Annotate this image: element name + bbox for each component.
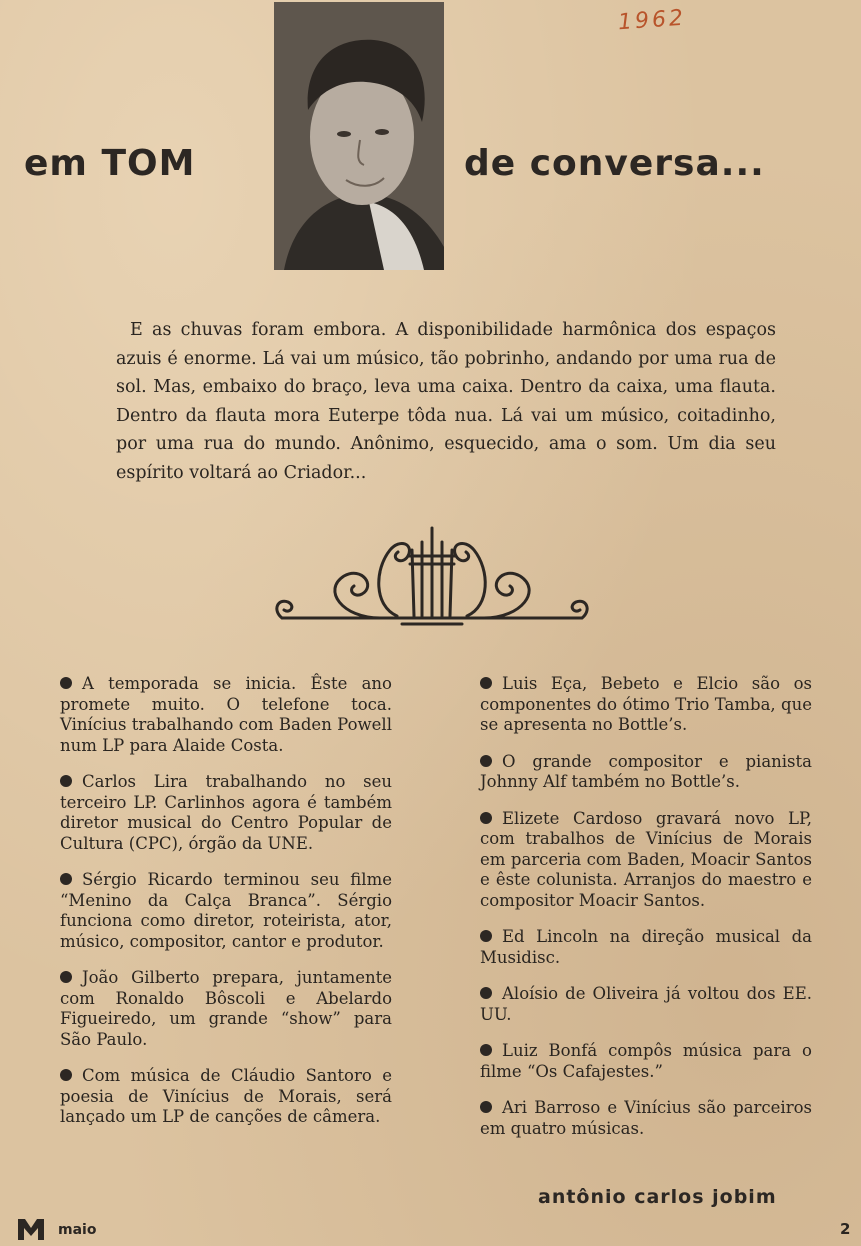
news-item: Ed Lincoln na direção musical da Musidisc.	[480, 927, 812, 967]
news-item: João Gilberto prepara, juntamente com Ronaldo Bôscoli e Abelardo Figueiredo, um grande “show” para São Paulo.	[60, 968, 392, 1049]
news-item: Com música de Cláudio Santoro e poesia de Vinícius de Morais, será lançado um LP de canções de câmera.	[60, 1066, 392, 1126]
bullet-icon	[480, 930, 492, 942]
news-column-right	[480, 674, 812, 1155]
portrait-photo	[274, 2, 444, 270]
news-item: Luiz Bonfá compôs música para o filme “Os Cafajestes.”	[480, 1041, 812, 1081]
intro-paragraph: E as chuvas foram embora. A disponibilidade harmônica dos espaços azuis é enorme. Lá vai um músico, tão pobrinho, andando por uma rua de sol. Mas, embaixo do braço, leva uma caixa. Dentro da caixa, uma flauta. Dentro da flauta mora Euterpe tôda nua. Lá vai um músico, coitadinho, por uma rua do mundo. Anônimo, esquecido, ama o som. Um dia seu espírito voltará ao Criador...	[116, 320, 776, 483]
handwritten-year: 1962	[617, 5, 687, 36]
page-number: 2	[840, 1220, 851, 1238]
news-item: Sérgio Ricardo terminou seu filme “Menino da Calça Branca”. Sérgio funciona como diretor, roteirista, ator, músico, compositor, cantor e produtor.	[60, 870, 392, 951]
bullet-icon	[480, 755, 492, 767]
bullet-icon	[60, 873, 72, 885]
news-item: Ari Barroso e Vinícius são parceiros em quatro músicas.	[480, 1098, 812, 1138]
news-item: A temporada se inicia. Êste ano promete muito. O telefone toca. Vinícius trabalhando com Baden Powell num LP para Alaide Costa.	[60, 674, 392, 755]
headline-left: em TOM	[24, 143, 196, 184]
author-byline: antônio carlos jobim	[538, 1186, 777, 1208]
lyre-ornament	[262, 520, 602, 632]
news-item: O grande compositor e pianista Johnny Alf também no Bottle’s.	[480, 751, 812, 791]
footer-month: maio	[58, 1222, 97, 1238]
news-column-left	[60, 674, 392, 1144]
bullet-icon	[60, 971, 72, 983]
bullet-icon	[480, 812, 492, 824]
news-item: Elizete Cardoso gravará novo LP, com trabalhos de Vinícius de Morais em parceria com Baden, Moacir Santos e êste colunista. Arranjos do maestro e compositor Moacir Santos.	[480, 808, 812, 910]
bullet-icon	[480, 987, 492, 999]
headline-right: de conversa...	[464, 143, 765, 184]
magazine-logo-icon	[16, 1216, 46, 1242]
news-item: Aloísio de Oliveira já voltou dos EE. UU.	[480, 984, 812, 1024]
bullet-icon	[60, 775, 72, 787]
news-item: Carlos Lira trabalhando no seu terceiro LP. Carlinhos agora é também diretor musical do Centro Popular de Cultura (CPC), órgão da UNE.	[60, 772, 392, 853]
bullet-icon	[60, 1069, 72, 1081]
bullet-icon	[480, 677, 492, 689]
news-item: Luis Eça, Bebeto e Elcio são os componentes do ótimo Trio Tamba, que se apresenta no Bottle’s.	[480, 674, 812, 734]
bullet-icon	[480, 1101, 492, 1113]
bullet-icon	[480, 1044, 492, 1056]
bullet-icon	[60, 677, 72, 689]
